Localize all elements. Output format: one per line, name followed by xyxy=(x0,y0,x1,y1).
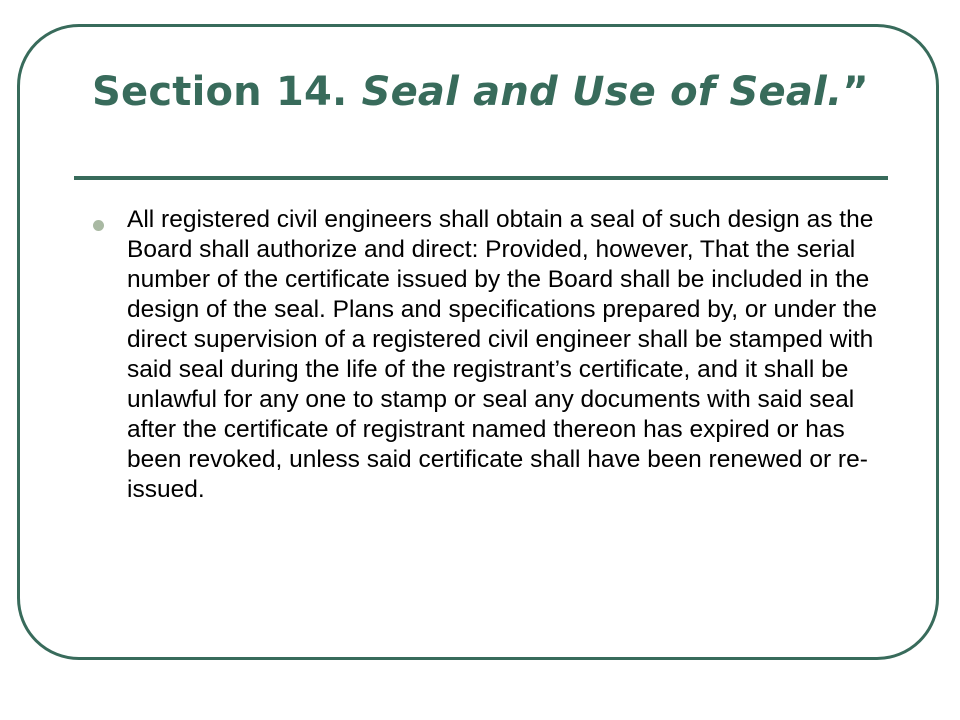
slide-title xyxy=(92,66,872,118)
bullet-text: All registered civil engineers shall obtain a seal of such design as the Board shall authorize and direct: Provided, however, That the serial number of the certificate issued by the Board shall be included in the design of the seal. Plans and specifications prepared by, or under the direct supervision of a registered civil engineer shall be stamped with said seal during the life of the registrant’s certificate, and it shall be unlawful for any one to stamp or seal any documents with said seal after the certificate of registrant named thereon has expired or has been revoked, unless said certificate shall have been renewed or re-issued. xyxy=(127,206,877,503)
title-prefix: Section 14. xyxy=(92,69,362,115)
title-italic-text: Seal and Use of Seal. xyxy=(361,69,843,115)
bullet-dot-icon xyxy=(93,220,104,231)
bullet-list xyxy=(92,205,882,505)
bullet-item xyxy=(92,205,882,505)
title-underline-rule xyxy=(74,176,888,180)
title-suffix: ” xyxy=(842,69,869,115)
